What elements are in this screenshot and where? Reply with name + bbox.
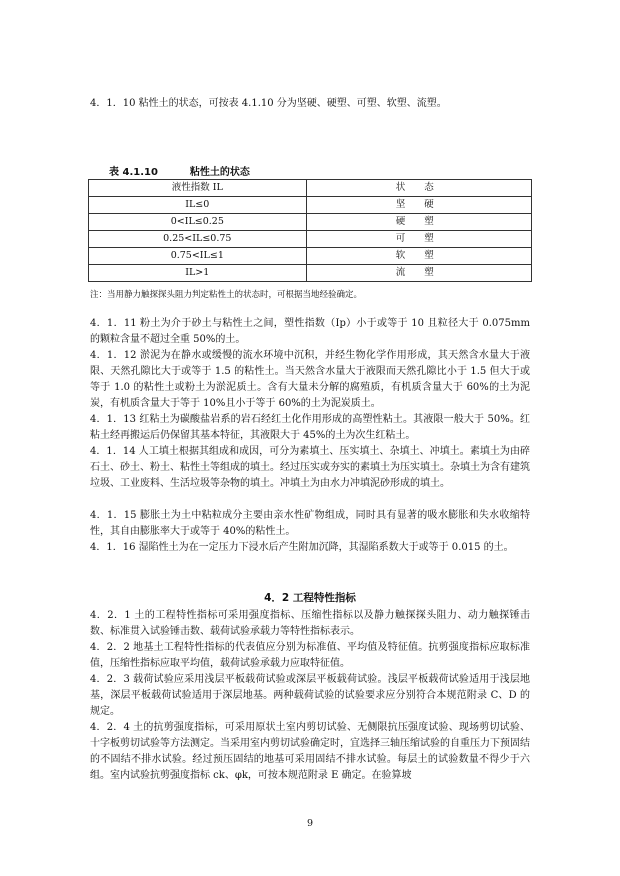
table-row [89, 265, 532, 282]
table-header-row [89, 180, 532, 197]
cell-index: 0.75<IL≤1 [89, 248, 307, 265]
clause-4-2-2: 4．2．2 地基土工程特性指标的代表值应分别为标准值、平均值及特征值。抗剪强度指标应取标准值，压缩性指标应取平均值，载荷试验承载力应取特征值。 [90, 642, 530, 669]
table-row [89, 214, 532, 231]
table-note: 注：当用静力触探探头阻力判定粘性土的状态时，可根据当地经验确定。 [90, 290, 363, 300]
cell-state: 流 塑 [306, 265, 531, 282]
cell-index: 0<IL≤0.25 [89, 214, 307, 231]
table-title: 粘性土的状态 [189, 167, 250, 178]
cell-index: IL>1 [89, 265, 307, 282]
clause-4-1-10: 4．1．10 粘性土的状态，可按表 4.1.10 分为坚硬、硬塑、可塑、软塑、流塑。 [90, 98, 447, 109]
clause-4-1-14: 4．1．14 人工填土根据其组成和成因，可分为素填土、压实填土、杂填土、冲填土。素填土为由碎石土、砂土、粉土、粘性土等组成的填土。经过压实或夯实的素填土为压实填土。杂填土为含有建筑垃圾、工业废料、生活垃圾等杂物的填土。冲填土为由水力冲填泥砂形成的填土。 [90, 446, 530, 489]
clause-4-1-15: 4．1．15 膨胀土为土中粘粒成分主要由亲水性矿物组成，同时具有显著的吸水膨胀和失水收缩特性，其自由膨胀率大于或等于 40%的粘性土。 [90, 510, 530, 537]
table-number: 表 4.1.10 [109, 167, 158, 178]
cell-state: 软 塑 [306, 248, 531, 265]
table-caption [109, 163, 250, 178]
header-liquidity-index: 液性指数 IL [89, 180, 307, 197]
table-row [89, 231, 532, 248]
clause-4-2-4: 4．2．4 土的抗剪强度指标，可采用原状土室内剪切试验、无侧限抗压强度试验、现场剪切试验、十字板剪切试验等方法测定。当采用室内剪切试验确定时，宜选择三轴压缩试验的自重压力下预固结的不固结不排水试验。经过预压固结的地基可采用固结不排水试验。每层土的试验数量不得少于六组。室内试验抗剪强度指标 ck、φk，可按本规范附录 E 确定。在验算坡 [90, 722, 530, 781]
cell-state: 坚 硬 [306, 197, 531, 214]
section-heading: 4．2 工程特性指标 [264, 592, 356, 604]
cell-index: 0.25<IL≤0.75 [89, 231, 307, 248]
clause-4-1-16: 4．1．16 湿陷性土为在一定压力下浸水后产生附加沉降，其湿陷系数大于或等于 0.015 的土。 [90, 542, 514, 553]
cell-state: 可 塑 [306, 231, 531, 248]
cell-index: IL≤0 [89, 197, 307, 214]
header-state: 状 态 [306, 180, 531, 197]
clause-4-2-1: 4．2．1 土的工程特性指标可采用强度指标、压缩性指标以及静力触探探头阻力、动力触探锤击数、标准贯入试验锤击数、载荷试验承载力等特性指标表示。 [90, 610, 530, 637]
page-number: 9 [306, 818, 314, 829]
clay-state-table [88, 179, 532, 282]
clause-4-1-11: 4．1．11 粉土为介于砂土与粘性土之间，塑性指数（Ip）小于或等于 10 且粒径大于 0.075mm 的颗粒含量不超过全重 50%的土。 [90, 318, 530, 345]
clause-4-1-13: 4．1．13 红粘土为碳酸盐岩系的岩石经红土化作用形成的高塑性粘土。其液限一般大于 50%。红粘土经再搬运后仍保留其基本特征，其液限大于 45%的土为次生红粘土。 [90, 414, 530, 441]
cell-state: 硬 塑 [306, 214, 531, 231]
table-row [89, 248, 532, 265]
table-row [89, 197, 532, 214]
clause-4-1-12: 4．1．12 淤泥为在静水或缓慢的流水环境中沉积，并经生物化学作用形成，其天然含水量大于液限、天然孔隙比大于或等于 1.5 的粘性土。当天然含水量大于液限而天然孔隙比小于 1.5 但大于或等于 1.0 的粘性土或粉土为淤泥质土。含有大量未分解的腐殖质，有机质含量大于 60%的土为泥炭，有机质含量大于等于 10%且小于等于 60%的土为泥炭质土。 [90, 350, 530, 409]
clause-4-2-3: 4．2．3 载荷试验应采用浅层平板载荷试验或深层平板载荷试验。浅层平板载荷试验适用于浅层地基，深层平板载荷试验适用于深层地基。两种载荷试验的试验要求应分别符合本规范附录 C、D 的规定。 [90, 674, 530, 717]
